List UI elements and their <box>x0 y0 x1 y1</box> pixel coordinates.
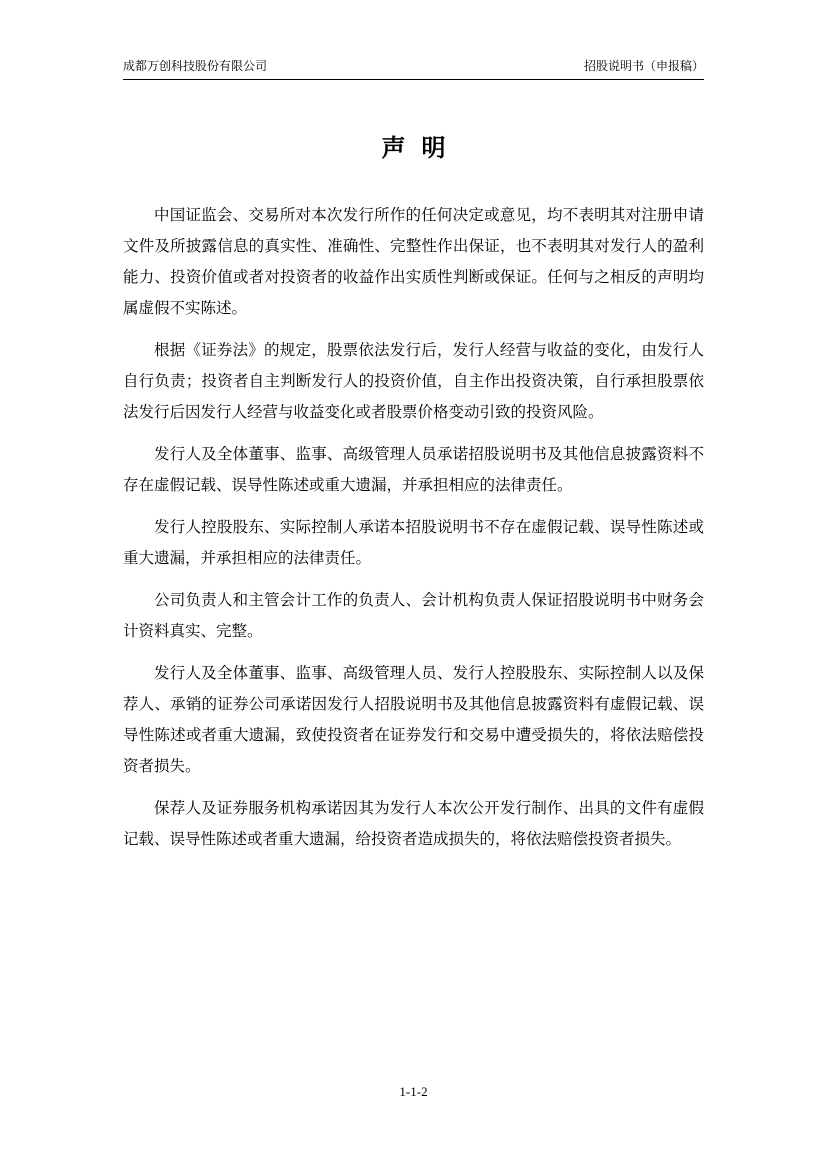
company-name: 成都万创科技股份有限公司 <box>123 59 268 73</box>
statement-paragraph-3: 发行人及全体董事、监事、高级管理人员承诺招股说明书及其他信息披露资料不存在虚假记载、误导性陈述或重大遗漏，并承担相应的法律责任。 <box>123 445 704 494</box>
document-type: 招股说明书（申报稿） <box>583 59 704 73</box>
page-header <box>123 55 704 80</box>
statement-paragraph-7: 保荐人及证券服务机构承诺因其为发行人本次公开发行制作、出具的文件有虚假记载、误导性陈述或者重大遗漏，给投资者造成损失的，将依法赔偿投资者损失。 <box>123 799 704 848</box>
statement-paragraph-1: 中国证监会、交易所对本次发行所作的任何决定或意见，均不表明其对注册申请文件及所披露信息的真实性、准确性、完整性作出保证，也不表明其对发行人的盈利能力、投资价值或者对投资者的收益作出实质性判断或保证。任何与之相反的声明均属虚假不实陈述。 <box>123 206 704 317</box>
statement-paragraph-4: 发行人控股股东、实际控制人承诺本招股说明书不存在虚假记载、误导性陈述或重大遗漏，并承担相应的法律责任。 <box>123 518 704 567</box>
statement-paragraph-2: 根据《证券法》的规定，股票依法发行后，发行人经营与收益的变化，由发行人自行负责；投资者自主判断发行人的投资价值，自主作出投资决策，自行承担股票依法发行后因发行人经营与收益变化或者股票价格变动引致的投资风险。 <box>123 341 704 421</box>
statement-paragraph-5: 公司负责人和主管会计工作的负责人、会计机构负责人保证招股说明书中财务会计资料真实、完整。 <box>123 591 704 640</box>
page-number: 1-1-2 <box>399 1084 428 1099</box>
statement-body <box>123 200 704 866</box>
statement-paragraph-6: 发行人及全体董事、监事、高级管理人员、发行人控股股东、实际控制人以及保荐人、承销的证券公司承诺因发行人招股说明书及其他信息披露资料有虚假记载、误导性陈述或者重大遗漏，致使投资者在证券发行和交易中遭受损失的，将依法赔偿投资者损失。 <box>123 664 704 775</box>
page-title: 声明 <box>381 134 462 162</box>
